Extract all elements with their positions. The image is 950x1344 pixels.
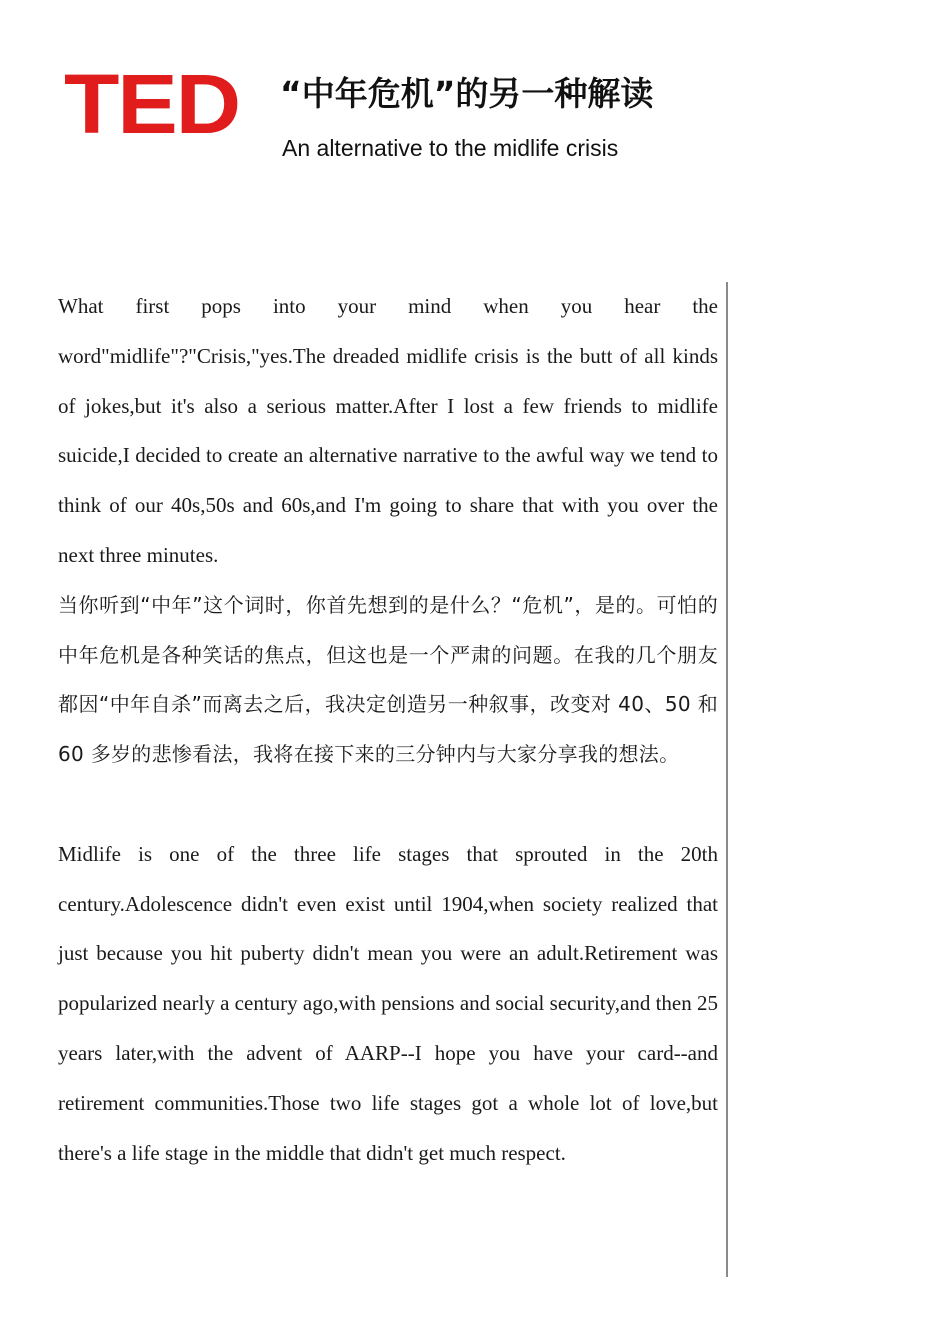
page-title-english: An alternative to the midlife crisis [282, 135, 619, 161]
paragraph-spacer [58, 780, 718, 830]
page-title-chinese: “中年危机”的另一种解读 [280, 74, 654, 113]
paragraph-1-chinese: 当你听到“中年”这个词时，你首先想到的是什么？“危机”，是的。可怕的中年危机是各种笑话的焦点，但这也是一个严肃的问题。在我的几个朋友都因“中年自杀”而离去之后，我决定创造另一种叙事，改变对 40、50 和 60 多岁的悲惨看法，我将在接下来的三分钟内与大家分享我的想法。 [58, 592, 718, 767]
transcript-body [58, 282, 718, 1178]
ted-logo: TED [64, 57, 239, 151]
paragraph-1-english: What first pops into your mind when you hear the word"midlife"?"Crisis,"yes.The dreaded midlife crisis is the butt of all kinds of jokes,but it's also a serious matter.After I lost a few friends to midlife suicide,I decided to create an alternative narrative to the awful way we tend to think of our 40s,50s and 60s,and I'm going to share that with you over the next three minutes. [58, 294, 718, 567]
paragraph-2-english: Midlife is one of the three life stages that sprouted in the 20th century.Adolescence didn't even exist until 1904,when society realized that just because you hit puberty didn't mean you were an adult.Retirement was popularized nearly a century ago,with pensions and social security,and then 25 years later,with the advent of AARP--I hope you have your card--and retirement communities.Those two life stages got a whole lot of love,but there's a life stage in the middle that didn't get much respect. [58, 841, 718, 1165]
vertical-divider [726, 282, 728, 1277]
